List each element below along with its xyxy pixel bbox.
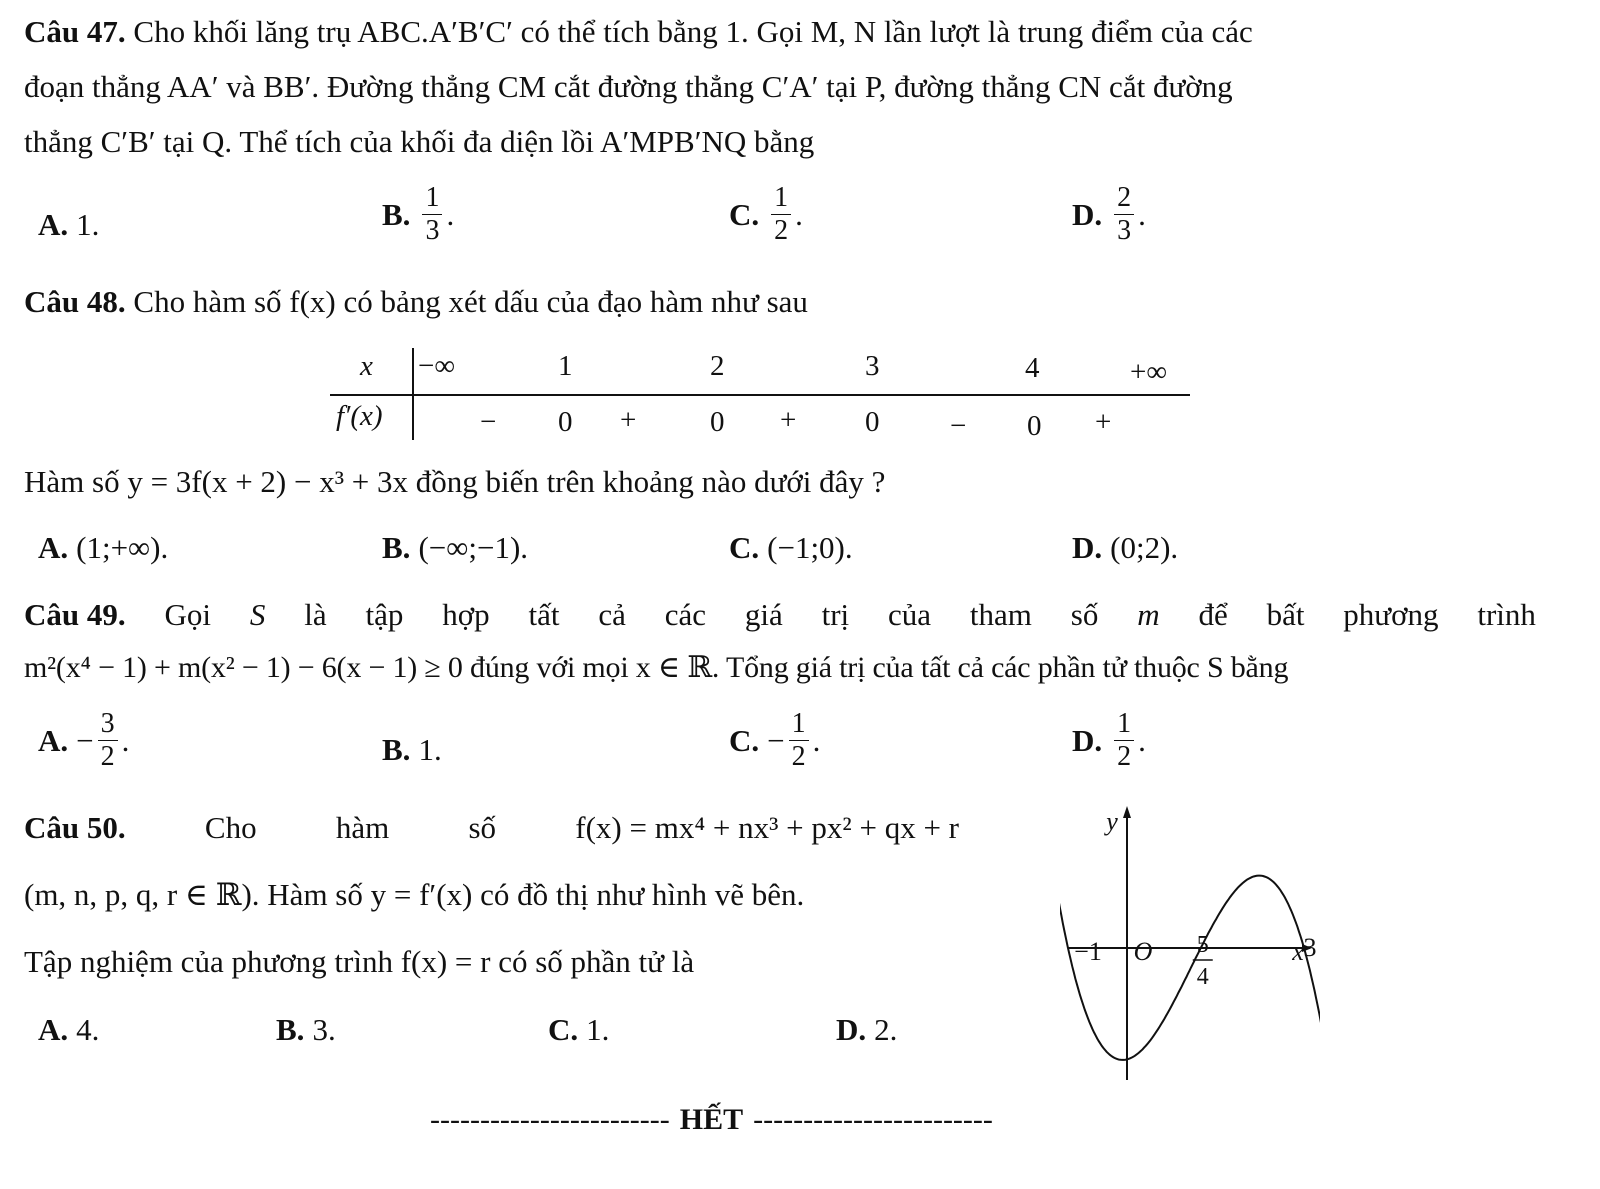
table-sign: − <box>480 406 497 438</box>
y-axis-arrow-icon <box>1123 806 1131 818</box>
table-x-value: +∞ <box>1130 356 1168 388</box>
q49-label: Câu 49. <box>24 597 126 632</box>
q49-option-a[interactable]: A. − $\frac{3}{2}$ . <box>38 708 130 772</box>
table-sign: 0 <box>558 406 573 438</box>
table-sign: − <box>950 410 967 442</box>
fraction: $\frac{1}{2}$ <box>789 708 809 773</box>
q47-option-a[interactable]: A. 1. <box>38 207 100 242</box>
q50-option-b[interactable]: B. 3. <box>276 1012 336 1047</box>
q48-option-d[interactable]: D. (0;2). <box>1072 530 1179 565</box>
table-sign: + <box>780 404 797 436</box>
q47-text-line1: Cho khối lăng trụ ABC.A′B′C′ có thể tích bằng 1. Gọi M, N lần lượt là trung điểm của các <box>133 14 1253 49</box>
x-axis-label: x <box>1292 937 1304 966</box>
q50-line3: Tập nghiệm của phương trình f(x) = r có số phần tử là <box>24 944 695 979</box>
x-tick-label: 4 <box>1196 964 1209 990</box>
table-row-label-fprime: f′(x) <box>336 400 383 432</box>
q50-option-c[interactable]: C. 1. <box>548 1012 610 1047</box>
q48-intro: Cho hàm số f(x) có bảng xét dấu của đạo hàm như sau <box>133 284 808 319</box>
q48-option-b[interactable]: B. (−∞;−1). <box>382 530 529 565</box>
footer-dashes-right: ------------------------ <box>753 1103 993 1136</box>
q50-option-a[interactable]: A. 4. <box>38 1012 100 1047</box>
q47-text-line3: thẳng C′B′ tại Q. Thể tích của khối đa diện lồi A′MPB′NQ bằng <box>24 124 815 159</box>
table-x-value: −∞ <box>418 350 456 382</box>
fraction: $\frac{2}{3}$ <box>1114 182 1134 247</box>
table-vertical-rule <box>412 348 414 440</box>
q47-text-line2: đoạn thẳng AA′ và BB′. Đường thẳng CM cắt đường thẳng C′A′ tại P, đường thẳng CN cắt đường <box>24 69 1233 104</box>
footer <box>430 1100 993 1140</box>
q49-option-c[interactable]: C. − $\frac{1}{2}$ . <box>729 708 821 772</box>
table-sign: + <box>1095 406 1112 438</box>
q49-line2: m²(x⁴ − 1) + m(x² − 1) − 6(x − 1) ≥ 0 đúng với mọi x ∈ ℝ. Tổng giá trị của tất cả các phần tử thuộc S bằng <box>24 651 1289 684</box>
q48-option-c[interactable]: C. (−1;0). <box>729 530 853 565</box>
derivative-graph <box>1060 800 1320 1090</box>
q49-line1: Câu 49. Gọi S là tập hợp tất cả các giá trị của tham số m để bất phương trình <box>24 595 1536 635</box>
table-sign: 0 <box>865 406 880 438</box>
q47-option-b[interactable]: B. $\frac{1}{3}$ . <box>382 182 455 246</box>
table-x-value: 3 <box>865 350 880 382</box>
table-x-value: 2 <box>710 350 725 382</box>
origin-label: O <box>1133 937 1153 966</box>
footer-end-label: HẾT <box>679 1103 744 1136</box>
q47-line1 <box>24 12 1253 52</box>
q50-label: Câu 50. <box>24 810 126 845</box>
fraction: $\frac{1}{2}$ <box>1114 708 1134 773</box>
y-axis-label: y <box>1106 807 1118 836</box>
q49-option-b[interactable]: B. 1. <box>382 732 442 767</box>
fraction: $\frac{1}{2}$ <box>771 182 791 247</box>
q48-option-a[interactable]: A. (1;+∞). <box>38 530 169 565</box>
q47-label: Câu 47. <box>24 14 126 49</box>
q48-label: Câu 48. <box>24 284 126 319</box>
q50-option-d[interactable]: D. 2. <box>836 1012 898 1047</box>
q50-line2: (m, n, p, q, r ∈ ℝ). Hàm số y = f′(x) có đồ thị như hình vẽ bên. <box>24 877 805 912</box>
x-tick-label: −1 <box>1074 937 1102 966</box>
table-horizontal-rule <box>330 394 1190 396</box>
table-sign: 0 <box>1027 410 1042 442</box>
fraction: $\frac{1}{3}$ <box>422 182 442 247</box>
q47-option-d[interactable]: D. $\frac{2}{3}$ . <box>1072 182 1146 246</box>
table-sign: + <box>620 404 637 436</box>
footer-dashes-left: ------------------------ <box>430 1103 670 1136</box>
table-x-value: 1 <box>558 350 573 382</box>
table-x-value: 4 <box>1025 352 1040 384</box>
q47-option-c[interactable]: C. $\frac{1}{2}$ . <box>729 182 803 246</box>
x-tick-label: 5 <box>1196 932 1209 958</box>
graph-layer <box>1060 800 1320 1090</box>
q49-option-d[interactable]: D. $\frac{1}{2}$ . <box>1072 708 1146 772</box>
q50-line1: Câu 50. Cho hàm số f(x) = mx⁴ + nx³ + px² + qx + r <box>24 808 959 848</box>
sign-table <box>330 346 1190 446</box>
q48-line1 <box>24 282 808 322</box>
table-sign: 0 <box>710 406 725 438</box>
fraction: $\frac{3}{2}$ <box>98 708 118 773</box>
q48-question: Hàm số y = 3f(x + 2) − x³ + 3x đồng biến trên khoảng nào dưới đây ? <box>24 464 886 499</box>
x-tick-label: 3 <box>1303 933 1317 962</box>
table-row-label-x: x <box>360 350 373 382</box>
